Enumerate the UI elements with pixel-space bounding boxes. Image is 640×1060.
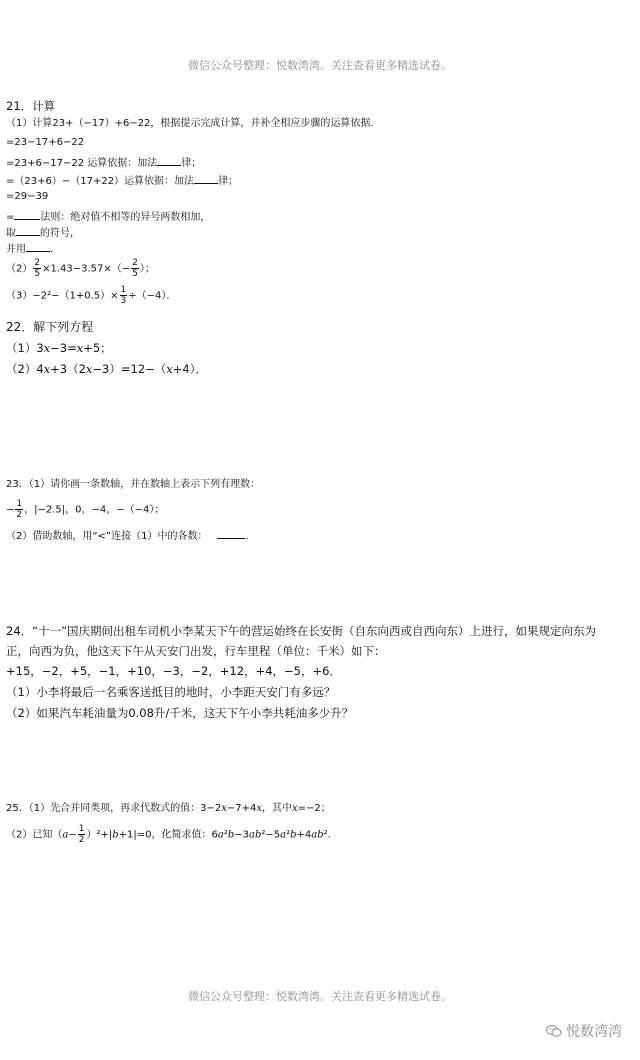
q25-part2: （2）已知（a− $\frac{1}{2}$ ）²+|b+1|=0，化简求值：6a²b−3ab²−5a²b+4ab². — [6, 824, 331, 845]
q22-title: 22．解下列方程 — [6, 320, 94, 334]
q23-title: 23．（1）请你画一条数轴，并在数轴上表示下列有理数： — [6, 479, 261, 490]
wechat-icon — [546, 1024, 562, 1038]
q24-part1: （1）小李将最后一名乘客送抵目的地时，小李距天安门有多远？ — [6, 685, 336, 699]
q23-numbers: − $\frac{1}{2}$ ，|−2.5|，0，−4，−（−4）； — [6, 499, 165, 520]
q21-part2: （2） $\frac{2}{5}$ ×1.43−3.57×（− $\frac{2}{5}$ ）； — [6, 258, 155, 279]
q21-step2: =23+6−17−22 运算依据：加法 律； — [6, 154, 201, 171]
page-header-watermark: 微信公众号整理：悦数湾湾。关注查看更多精选试卷。 — [188, 59, 452, 72]
fraction: $\frac{2}{5}$ — [132, 258, 138, 279]
q24-line2: 正，向西为负，他这天下午从天安门出发，行车里程（单位：千米）如下： — [6, 644, 386, 658]
q21-step5: = 法则：绝对值不相等的异号两数相加， — [6, 208, 210, 225]
q24-mileage-list: +15，−2，+5，−1，+10，−3，−2，+12，+4，−5，+6． — [6, 664, 341, 678]
q24-line1: 24．“十一”国庆期间出租车司机小李某天下午的营运始终在长安街（自东向西或自西向东）上进行，如果规定向东为 — [6, 624, 597, 638]
wechat-watermark: 悦数湾湾 — [546, 1021, 622, 1041]
q21-step7: 并用 ． — [6, 240, 60, 257]
q21-step6: 取 的符号， — [6, 224, 80, 241]
blank-associative[interactable] — [194, 172, 218, 184]
q24-part2: （2）如果汽车耗油量为0.08升/千米，这天下午小李共耗油多少升？ — [6, 706, 354, 720]
fraction: $\frac{1}{3}$ — [120, 285, 127, 306]
blank-sign[interactable] — [16, 224, 40, 236]
page-footer-watermark: 微信公众号整理：悦数湾湾。关注查看更多精选试卷。 — [188, 990, 452, 1003]
q21-part3: （3）−2²−（1+0.5）× $\frac{1}{3}$ ÷（−4）． — [6, 285, 177, 306]
q21-step3: =（23+6）−（17+22）运算依据：加法 律； — [6, 172, 238, 189]
blank-ordering[interactable] — [217, 527, 245, 539]
q21-step1: =23−17+6−22 — [6, 137, 85, 148]
q21-part1-prompt: （1）计算23+（−17）+6−22，根据提示完成计算，并补全相应步骤的运算依据． — [6, 118, 381, 129]
q25-part1: 25．（1）先合并同类项，再求代数式的值：3−2x−7+4x，其中x=−2； — [6, 803, 331, 814]
fraction: $\frac{2}{5}$ — [34, 258, 41, 279]
blank-rule[interactable] — [14, 208, 40, 220]
q21-title: 21．计算 — [6, 99, 56, 113]
fraction: $\frac{1}{2}$ — [78, 824, 85, 845]
q22-equation-1: （1）3x−3=x+5； — [6, 341, 112, 355]
fraction: $\frac{1}{2}$ — [16, 499, 23, 520]
q21-step4: =29−39 — [6, 191, 49, 202]
blank-commutative[interactable] — [157, 154, 181, 166]
q22-equation-2: （2）4x+3（2x−3）=12−（x+4）． — [6, 362, 207, 376]
blank-result[interactable] — [26, 240, 50, 252]
q23-part2: （2）借助数轴，用“<”连接（1）中的各数： ． — [6, 527, 255, 544]
